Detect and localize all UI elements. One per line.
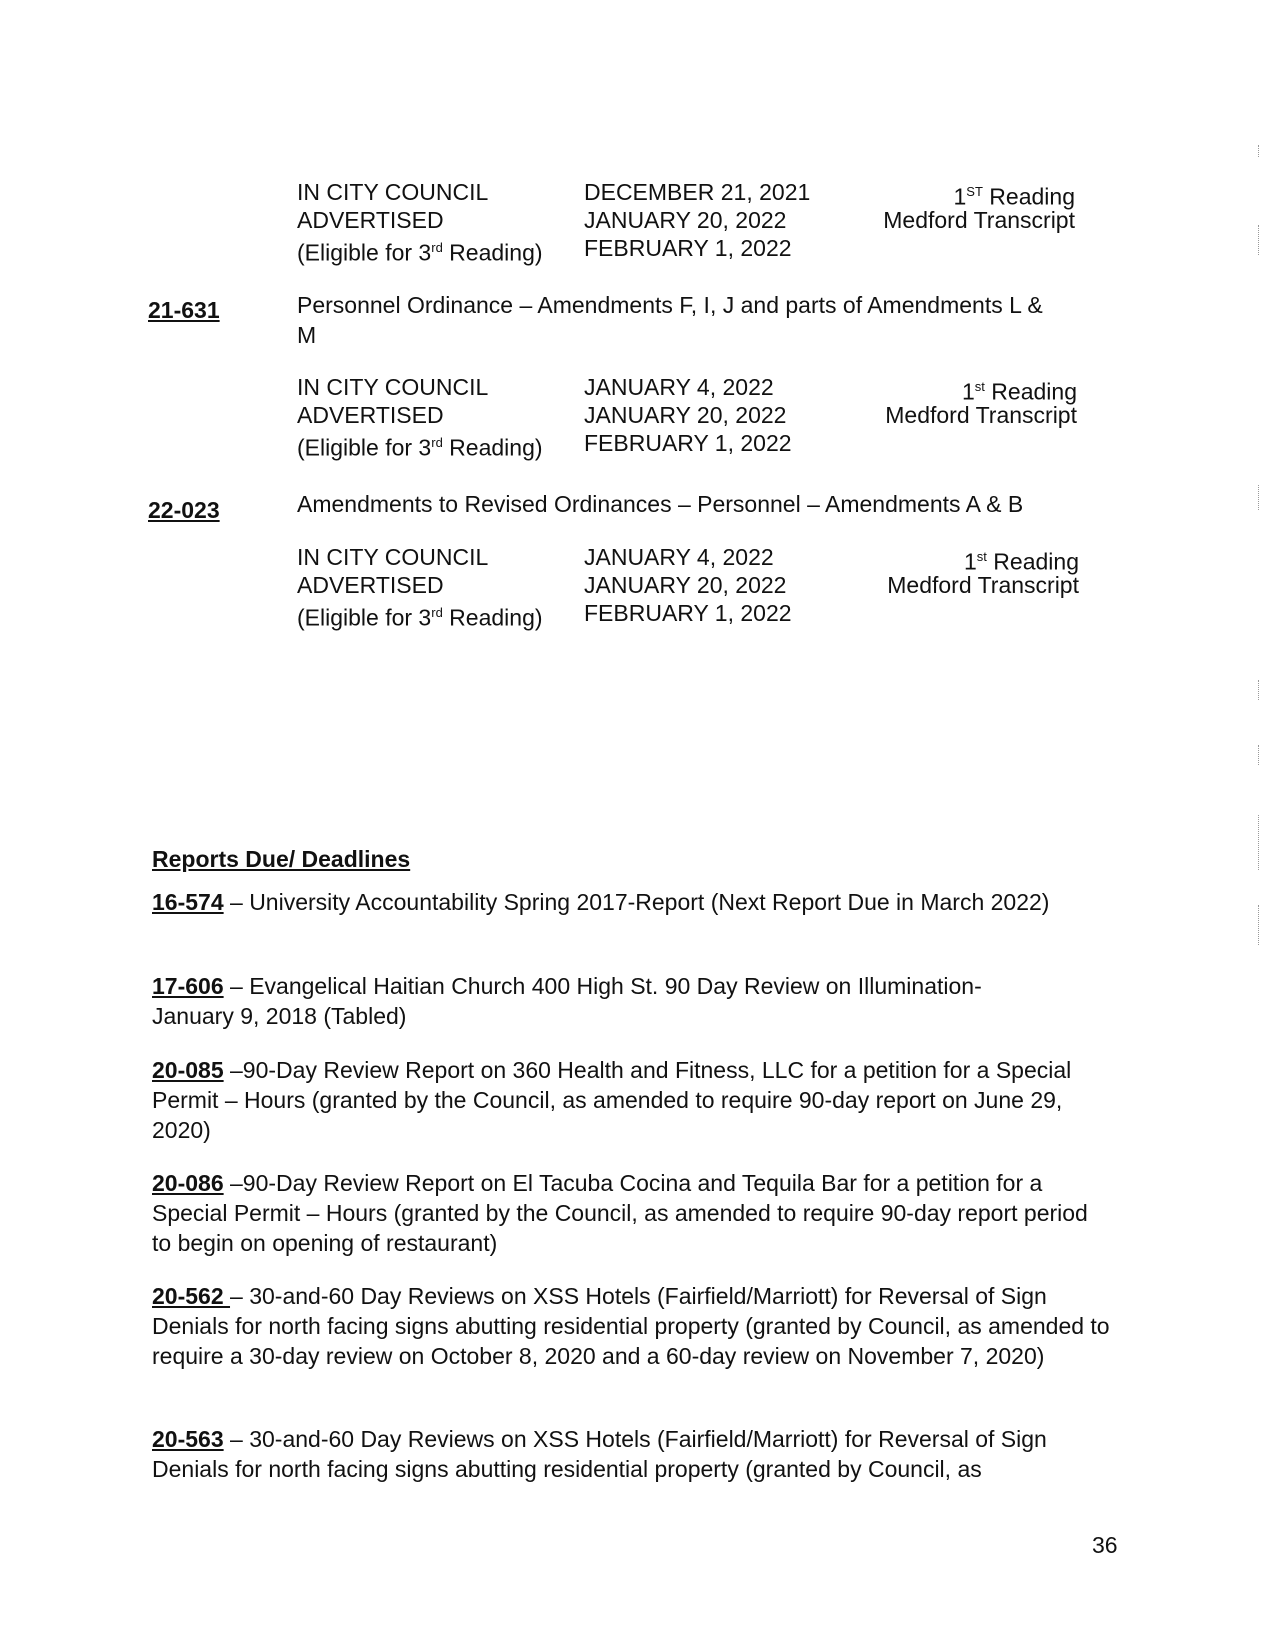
scan-mark	[1258, 815, 1260, 870]
schedule-reading	[837, 373, 1077, 429]
report-item	[152, 887, 1052, 917]
label-advertised: ADVERTISED	[297, 402, 444, 428]
scan-mark	[1258, 745, 1260, 765]
publication-name: Medford Transcript	[887, 572, 1079, 598]
reading-label: 1ST Reading	[953, 183, 1075, 210]
schedule-block-3	[297, 543, 1097, 631]
publication-name: Medford Transcript	[885, 402, 1077, 428]
page-number: 36	[1092, 1532, 1118, 1558]
report-item	[152, 1168, 1112, 1258]
schedule-dates	[584, 178, 864, 262]
report-item	[152, 1055, 1082, 1145]
schedule-labels	[297, 543, 587, 631]
label-in-city-council: IN CITY COUNCIL	[297, 544, 489, 570]
report-text: – 30-and-60 Day Reviews on XSS Hotels (Fairfield/Marriott) for Reversal of Sign Denials for north facing signs abutting residential property (granted by Council, as	[152, 1426, 1047, 1482]
schedule-dates	[584, 543, 864, 627]
report-text: – Evangelical Haitian Church 400 High St. 90 Day Review on Illumination-January 9, 2018 (Tabled)	[152, 973, 982, 1029]
date-eligible: FEBRUARY 1, 2022	[584, 600, 792, 626]
scan-mark	[1258, 680, 1260, 700]
schedule-dates	[584, 373, 864, 457]
date-in-city-council: DECEMBER 21, 2021	[584, 179, 811, 205]
report-text: –90-Day Review Report on 360 Health and Fitness, LLC for a petition for a Special Permit – Hours (granted by the Council, as amended to require 90-day report on June 29, 2020)	[152, 1057, 1072, 1143]
item-number-21-631: 21-631	[148, 297, 220, 323]
report-text: – University Accountability Spring 2017-Report (Next Report Due in March 2022)	[223, 889, 1050, 915]
label-eligible: (Eligible for 3rd Reading)	[297, 434, 543, 461]
date-advertised: JANUARY 20, 2022	[584, 207, 787, 233]
schedule-labels	[297, 373, 587, 461]
date-in-city-council: JANUARY 4, 2022	[584, 374, 774, 400]
reading-label: 1st Reading	[962, 378, 1077, 405]
schedule-block-2	[297, 373, 1097, 461]
report-number: 20-085	[152, 1057, 224, 1083]
report-item	[152, 1281, 1112, 1371]
date-eligible: FEBRUARY 1, 2022	[584, 235, 792, 261]
report-text: –90-Day Review Report on El Tacuba Cocina and Tequila Bar for a petition for a Special Permit – Hours (granted by the Council, as amended to require 90-day report period to begin on opening of restaurant)	[152, 1170, 1088, 1256]
publication-name: Medford Transcript	[883, 207, 1075, 233]
label-in-city-council: IN CITY COUNCIL	[297, 179, 489, 205]
date-in-city-council: JANUARY 4, 2022	[584, 544, 774, 570]
schedule-reading	[839, 543, 1079, 599]
label-eligible: (Eligible for 3rd Reading)	[297, 239, 543, 266]
schedule-labels	[297, 178, 587, 266]
item-title-21-631: Personnel Ordinance – Amendments F, I, J and parts of Amendments L & M	[297, 292, 1043, 348]
label-in-city-council: IN CITY COUNCIL	[297, 374, 489, 400]
report-item	[152, 1424, 1112, 1484]
scan-mark	[1258, 485, 1260, 510]
item-title-22-023: Amendments to Revised Ordinances – Personnel – Amendments A & B	[297, 491, 1024, 517]
report-number: 20-562	[152, 1283, 231, 1309]
report-number: 20-086	[152, 1170, 224, 1196]
item-number-22-023: 22-023	[148, 497, 220, 523]
report-item	[152, 971, 1052, 1031]
report-number: 16-574	[152, 889, 224, 915]
reading-label: 1st Reading	[964, 548, 1079, 575]
date-eligible: FEBRUARY 1, 2022	[584, 430, 792, 456]
report-text: – 30-and-60 Day Reviews on XSS Hotels (Fairfield/Marriott) for Reversal of Sign Denials for north facing signs abutting residential property (granted by Council, as amended to require a 30-day review on October 8, 2020 and a 60-day review on November 7, 2020)	[152, 1283, 1110, 1369]
scan-mark	[1258, 225, 1260, 255]
schedule-block-1	[297, 178, 1097, 266]
scan-mark	[1258, 905, 1260, 945]
label-advertised: ADVERTISED	[297, 572, 444, 598]
label-advertised: ADVERTISED	[297, 207, 444, 233]
report-number: 20-563	[152, 1426, 224, 1452]
report-number: 17-606	[152, 973, 224, 999]
reports-heading: Reports Due/ Deadlines	[152, 846, 411, 872]
date-advertised: JANUARY 20, 2022	[584, 572, 787, 598]
scan-mark	[1258, 145, 1260, 157]
schedule-reading	[835, 178, 1075, 234]
date-advertised: JANUARY 20, 2022	[584, 402, 787, 428]
label-eligible: (Eligible for 3rd Reading)	[297, 604, 543, 631]
